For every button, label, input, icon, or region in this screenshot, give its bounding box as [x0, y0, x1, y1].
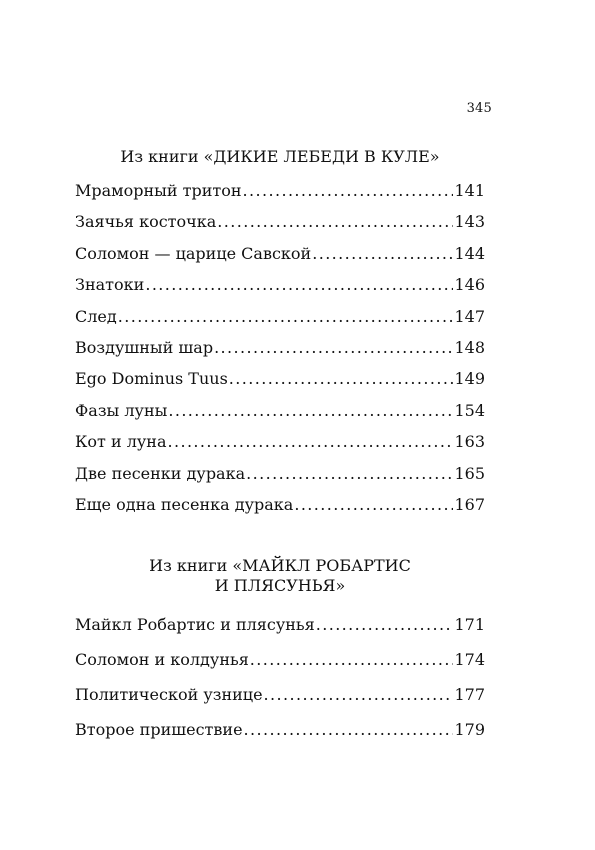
dot-leader	[118, 307, 454, 327]
entry-title: Ego Dominus Tuus	[75, 369, 228, 389]
entry-title: Майкл Робартис и плясунья	[75, 615, 315, 634]
entry-page-number: 144	[454, 243, 485, 263]
toc-entry	[75, 650, 485, 685]
entry-page-number: 154	[454, 400, 485, 420]
entry-page-number: 143	[454, 212, 485, 232]
entry-title: Воздушный шар	[75, 337, 214, 357]
entry-page-number: 165	[454, 463, 485, 483]
toc-entry	[75, 338, 485, 369]
toc-entry	[75, 212, 485, 243]
entry-title: Второе пришествие	[75, 720, 243, 739]
section-title-2	[75, 556, 485, 596]
entry-title: Фазы луны	[75, 400, 168, 420]
toc-entry	[75, 685, 485, 720]
section-title-line: И ПЛЯСУНЬЯ»	[214, 576, 346, 595]
entry-title: Соломон — царице Савской	[75, 243, 312, 263]
page-number: 345	[466, 101, 492, 116]
toc-entry	[75, 275, 485, 306]
dot-leader	[250, 650, 454, 670]
entry-title: Кот и луна	[75, 432, 167, 452]
dot-leader	[264, 685, 454, 705]
toc-entry	[75, 432, 485, 463]
entry-page-number: 147	[454, 306, 485, 326]
dot-leader	[145, 275, 453, 295]
dot-leader	[244, 720, 454, 740]
toc-entry	[75, 401, 485, 432]
entry-page-number: 141	[454, 181, 485, 200]
entry-title: Заячья косточка	[75, 212, 217, 232]
toc-entry	[75, 307, 485, 338]
toc-entry	[75, 720, 485, 755]
toc-entry	[75, 615, 485, 650]
entry-title: След	[75, 306, 117, 326]
entry-page-number: 171	[454, 615, 485, 634]
section-title-line: Из книги «ДИКИЕ ЛЕБЕДИ В КУЛЕ»	[120, 147, 440, 166]
entry-title: Политической узнице	[75, 685, 263, 704]
entry-page-number: 174	[454, 650, 485, 669]
toc-entry	[75, 181, 485, 212]
entry-title: Соломон и колдунья	[75, 650, 249, 669]
entry-page-number: 149	[454, 369, 485, 389]
entry-title: Две песенки дурака	[75, 463, 246, 483]
entry-page-number: 148	[454, 337, 485, 357]
toc-list-2	[75, 615, 485, 755]
entry-page-number: 146	[454, 275, 485, 295]
dot-leader	[217, 212, 453, 232]
entry-title: Знатоки	[75, 275, 145, 295]
toc-entry	[75, 464, 485, 495]
dot-leader	[214, 338, 453, 358]
toc-list-1	[75, 181, 485, 526]
entry-page-number: 177	[454, 685, 485, 704]
dot-leader	[168, 401, 453, 421]
toc-entry	[75, 244, 485, 275]
entry-page-number: 179	[454, 720, 485, 739]
entry-page-number: 167	[454, 494, 485, 514]
dot-leader	[167, 432, 453, 452]
dot-leader	[316, 615, 454, 635]
toc-entry	[75, 369, 485, 400]
entry-page-number: 163	[454, 432, 485, 452]
dot-leader	[246, 464, 453, 484]
section-title-1	[75, 147, 485, 167]
dot-leader	[312, 244, 453, 264]
toc-entry	[75, 495, 485, 526]
entry-title: Мраморный тритон	[75, 181, 242, 200]
dot-leader	[294, 495, 453, 515]
section-title-line: Из книги «МАЙКЛ РОБАРТИС	[149, 556, 411, 575]
dot-leader	[243, 181, 454, 201]
entry-title: Еще одна песенка дурака	[75, 494, 294, 514]
dot-leader	[229, 369, 454, 389]
